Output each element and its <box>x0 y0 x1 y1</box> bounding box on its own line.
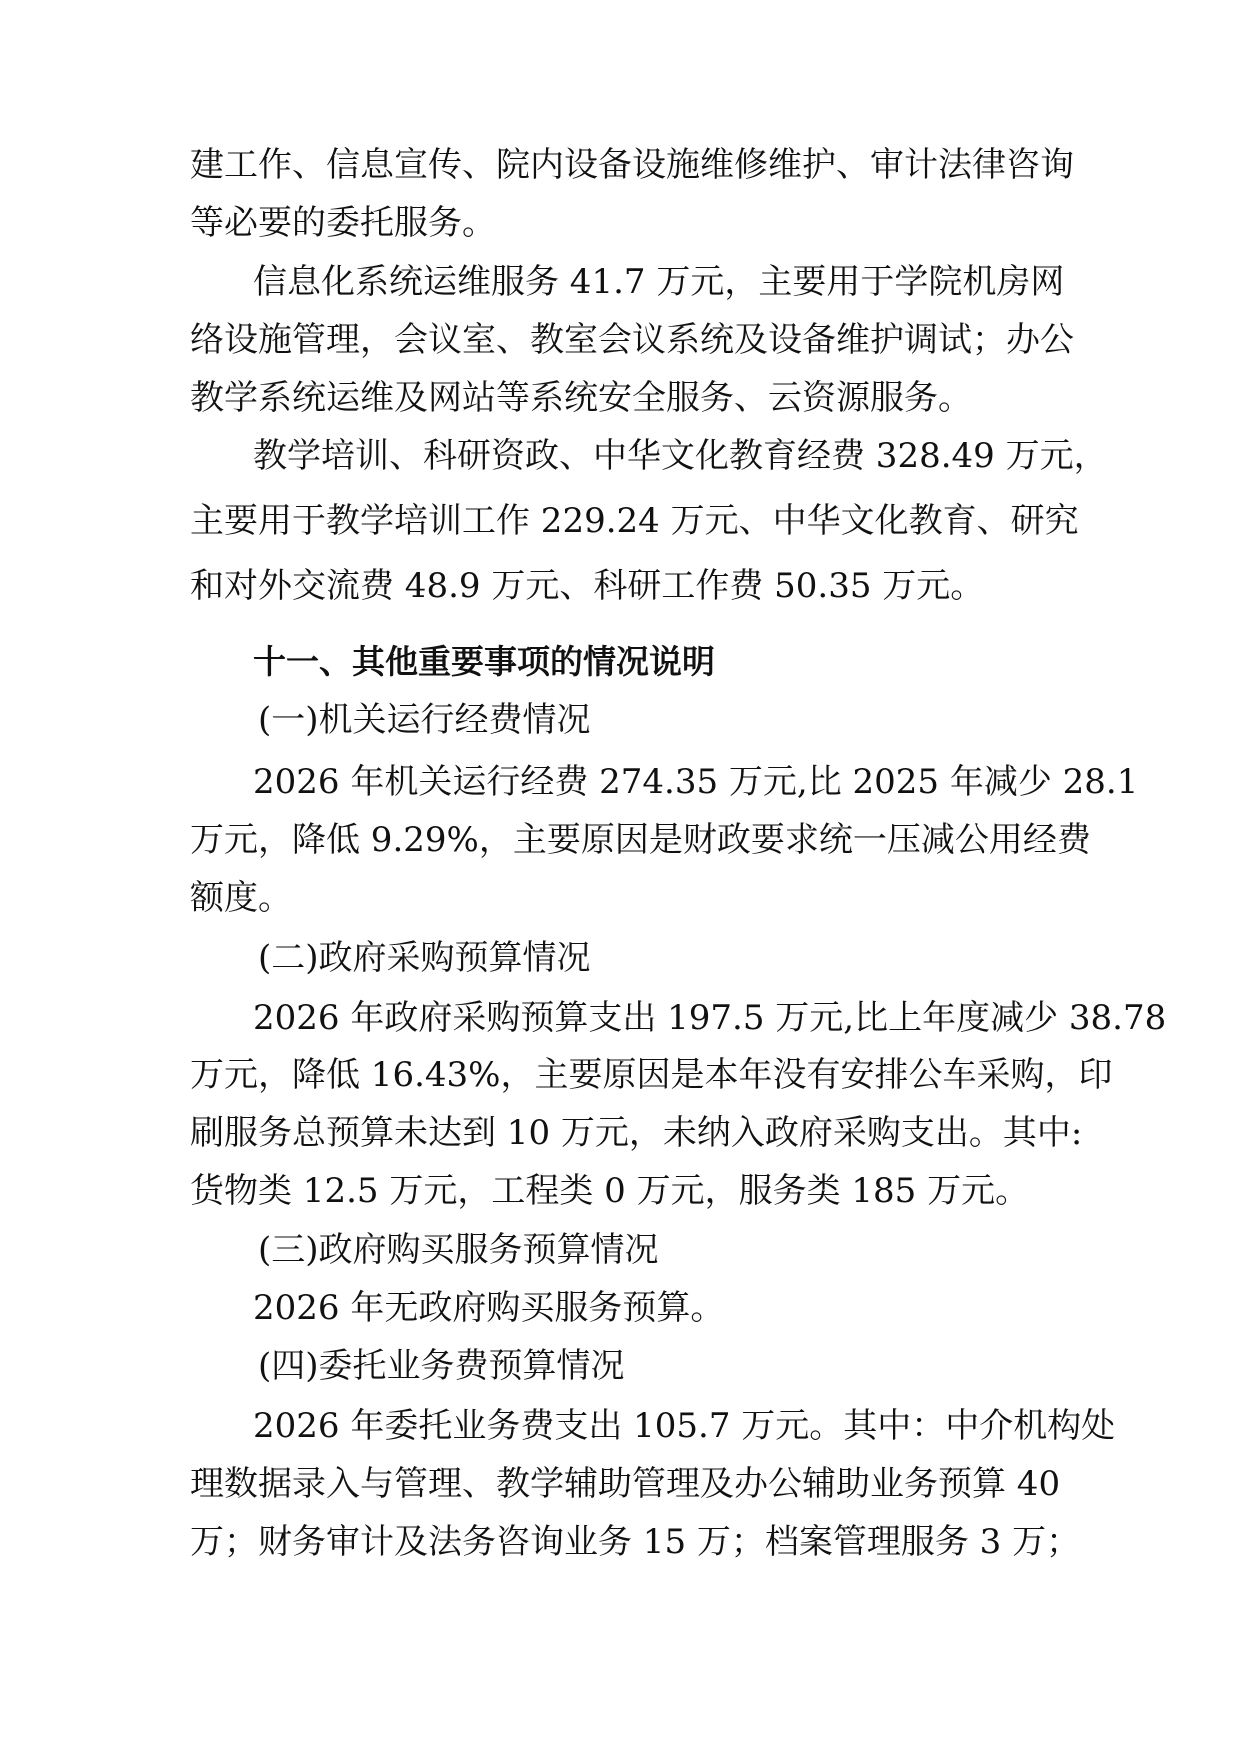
paragraph-line: 万元，降低 9.29%，主要原因是财政要求统一压减公用经费 <box>190 820 1091 860</box>
subsection-heading: (一)机关运行经费情况 <box>258 700 591 740</box>
paragraph-line: 2026 年无政府购买服务预算。 <box>253 1288 725 1328</box>
paragraph-line: 建工作、信息宣传、院内设备设施维修维护、审计法律咨询 <box>190 145 1074 185</box>
paragraph-line: 2026 年委托业务费支出 105.7 万元。其中：中介机构处 <box>253 1406 1116 1446</box>
subsection-heading: (二)政府采购预算情况 <box>258 938 591 978</box>
paragraph-line: 万元，降低 16.43%，主要原因是本年没有安排公车采购，印 <box>190 1055 1113 1095</box>
paragraph-line: 万；财务审计及法务咨询业务 15 万；档案管理服务 3 万； <box>190 1522 1081 1562</box>
paragraph-line: 刷服务总预算未达到 10 万元，未纳入政府采购支出。其中: <box>190 1113 1083 1153</box>
paragraph-line: 货物类 12.5 万元，工程类 0 万元，服务类 185 万元。 <box>190 1171 1030 1211</box>
subsection-heading: (三)政府购买服务预算情况 <box>258 1230 659 1270</box>
paragraph-line: 主要用于教学培训工作 229.24 万元、中华文化教育、研究 <box>190 501 1079 541</box>
section-heading: 十一、其他重要事项的情况说明 <box>253 642 715 681</box>
paragraph-line: 信息化系统运维服务 41.7 万元，主要用于学院机房网 <box>253 262 1065 302</box>
paragraph-line: 额度。 <box>190 878 292 918</box>
paragraph-line: 教学系统运维及网站等系统安全服务、云资源服务。 <box>190 378 972 418</box>
paragraph-line: 2026 年政府采购预算支出 197.5 万元,比上年度减少 38.78 <box>253 998 1167 1038</box>
paragraph-line: 理数据录入与管理、教学辅助管理及办公辅助业务预算 40 <box>190 1464 1061 1504</box>
paragraph-line: 2026 年机关运行经费 274.35 万元,比 2025 年减少 28.1 <box>253 762 1139 802</box>
paragraph-line: 络设施管理，会议室、教室会议系统及设备维护调试；办公 <box>190 320 1074 360</box>
paragraph-line: 等必要的委托服务。 <box>190 203 496 243</box>
paragraph-line: 教学培训、科研资政、中华文化教育经费 328.49 万元， <box>253 436 1108 476</box>
subsection-heading: (四)委托业务费预算情况 <box>258 1346 625 1386</box>
paragraph-line: 和对外交流费 48.9 万元、科研工作费 50.35 万元。 <box>190 566 985 606</box>
